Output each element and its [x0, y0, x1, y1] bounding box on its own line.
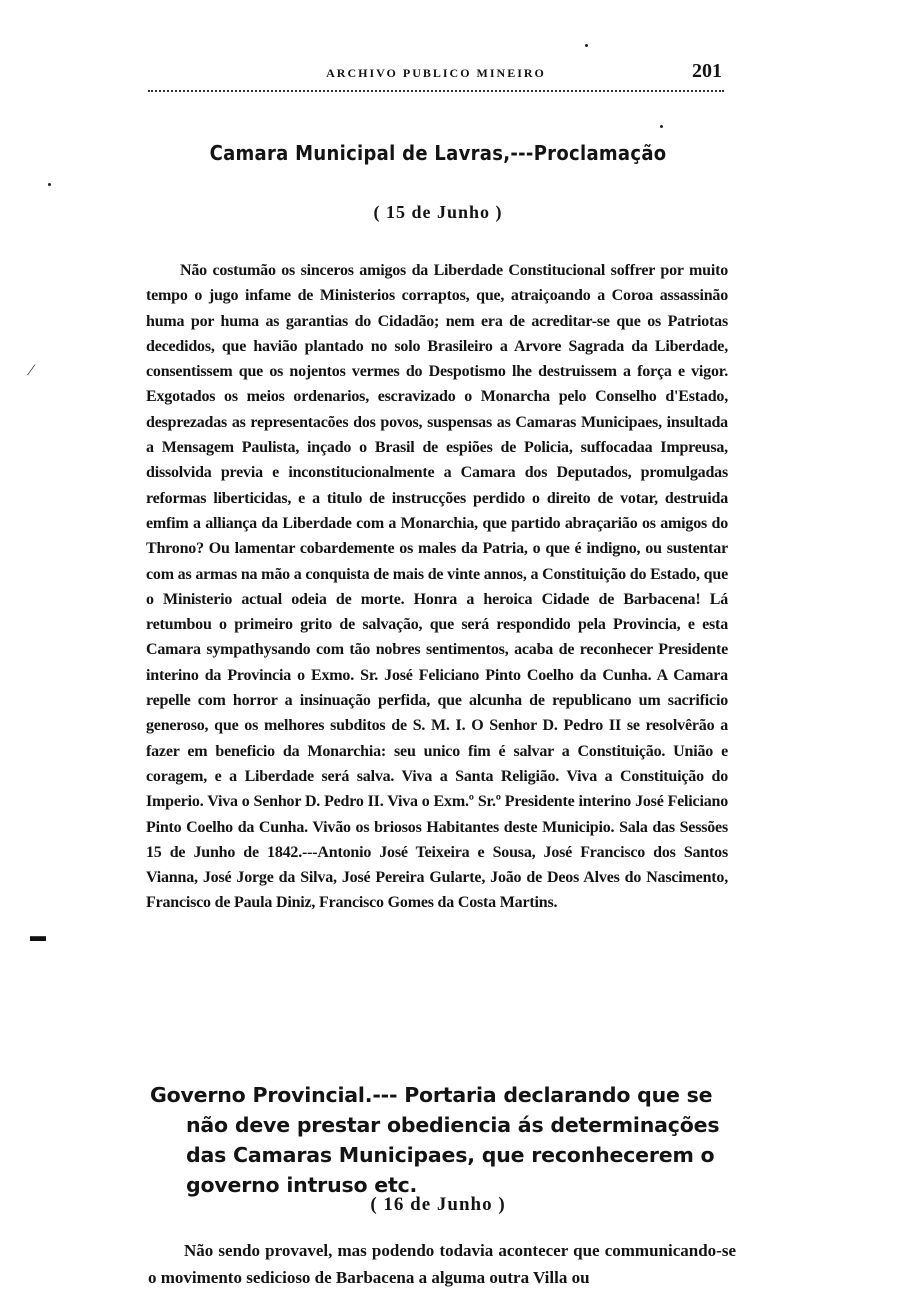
margin-mark: ▬	[30, 928, 46, 945]
page-number: 201	[692, 60, 722, 82]
ink-speck	[585, 44, 588, 47]
ink-speck	[48, 183, 51, 186]
section-date: ( 16 de Junho )	[370, 1194, 506, 1215]
section-title: Governo Provincial.--- Portaria declarando que se não deve prestar obediencia ás determinações das Camaras Municipaes, que reconhecerem o governo intruso etc.	[150, 1083, 720, 1197]
section-body: Não costumão os sinceros amigos da Liberdade Constitucional soffrer por muito tempo o jugo infame de Ministerios corraptos, que, atraiçoando a Coroa assassinão huma por huma as garantias do Cidadão; nem era de acreditar-se que os Patriotas decedidos, que havião plantado no solo Brasileiro a Arvore Sagrada da Liberdade, consentissem que os nojentos vermes do Despotismo lhe destruissem a força e vigor. Exgotados os meios ordenarios, escravizado o Monarcha pelo Conselho d'Estado, desprezadas as representacões dos povos, suspensas as Camaras Municipaes, insultada a Mensagem Paulista, inçado o Brasil de espiões de Policia, suffocadaa Impreusa, dissolvida previa e inconstitucionalmente a Camara dos Deputados, promulgadas reformas liberticidas, e a titulo de instrucções perdido o direito de votar, destruida emfim a alliança da Liberdade com a Monarchia, que partido abraçarião os amigos do Throno? Ou lamentar cobardemente os males da Patria, o que é indigno, ou sustentar com as armas na mão a conquista de mais de vinte annos, a Constituição do Estado, que o Ministerio actual odeia de morte. Honra a heroica Cidade de Barbacena! Lá retumbou o primeiro grito de salvação, que será respondido pela Provincia, e esta Camara sympathysando com tão nobres sentimentos, acaba de reconhecer Presidente interino da Provincia o Exmo. Sr. José Feliciano Pinto Coelho da Cunha. A Camara repelle com horror a insinuação perfida, que alcunha de republicano um sacrificio generoso, que os melhores subditos de S. M. I. O Senhor D. Pedro II se resolvêrão a fazer em beneficio da Monarchia: seu unico fim é salvar a Constituição. União e coragem, e a Liberdade será salva. Viva a Santa Religião. Viva a Constituição do Imperio. Viva o Senhor D. Pedro II. Viva o Exm.º Sr.º Presidente interino José Feliciano Pinto Coelho da Cunha. Vivão os briosos Habitantes deste Municipio. Sala das Sessões 15 de Junho de 1842.---Antonio José Teixeira e Sousa, José Francisco dos Santos Vianna, José Jorge da Silva, José Pereira Gularte, João de Deos Alves do Nascimento, Francisco de Paula Diniz, Francisco Gomes da Costa Martins.	[146, 262, 728, 912]
section-body: Não sendo provavel, mas podendo todavia acontecer que communicando-se o movimento sedicioso de Barbacena a alguma outra Villa ou	[148, 1241, 736, 1287]
section-title: Camara Municipal de Lavras,---Proclamação	[209, 141, 667, 165]
margin-mark: ⁄	[30, 362, 33, 379]
section-date: ( 15 de Junho )	[373, 202, 503, 222]
running-header	[148, 58, 724, 94]
header-rule	[148, 90, 724, 92]
running-header-title: ARCHIVO PUBLICO MINEIRO	[326, 66, 546, 80]
ink-speck	[660, 125, 663, 128]
